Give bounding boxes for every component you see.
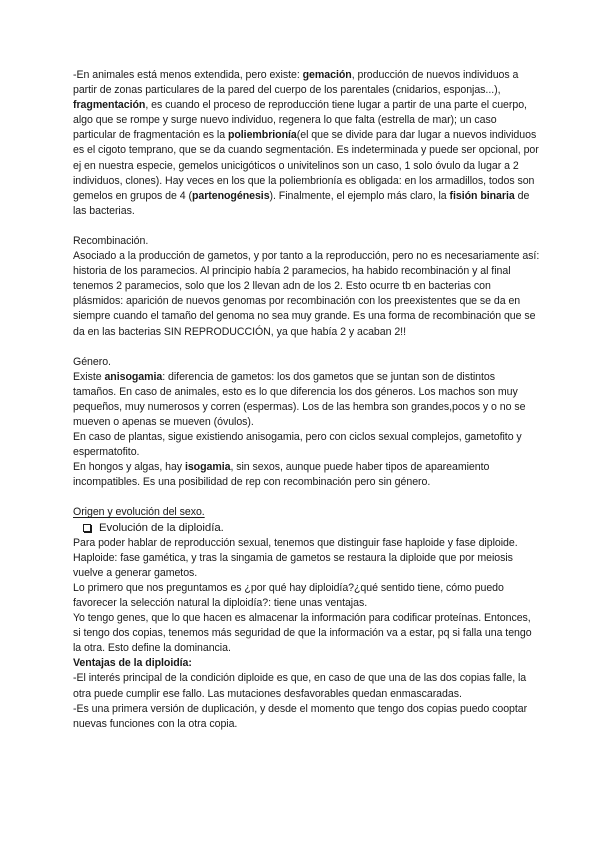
term-anisogamia: anisogamia [104,370,163,383]
text-run: En hongos y algas, hay [73,461,185,474]
paragraph-genes-dominancia: Yo tengo genes, que lo que hacen es almacenar la información para codificar proteínas. Entonces, si tengo dos copias, tenemos más seguridad de que la información va a estar, pq si falla una tengo la otra. Esto define la dominancia. [73,612,532,655]
paragraph-anisogamia [73,370,540,430]
text-run: de las bacterias. [73,189,530,217]
text-run: Existe [73,370,105,383]
bullet-label: Evolución de la diploidía. [99,521,224,534]
paragraph-reproduccion-animales [73,68,540,219]
term-fragmentacion: fragmentación [73,99,146,112]
text-run: -En animales está menos extendida, pero existe: [73,69,303,81]
term-isogamia: isogamia [184,461,231,474]
ventajas-label: Ventajas de la diploidía: [73,657,192,670]
paragraph-ventaja-1: -El interés principal de la condición diploide es que, en caso de que una de las dos copias falle, la otra puede cumplir ese fallo. Las mutaciones desfavorables quedan enmascaradas. [73,672,527,700]
text-run: , sin sexos, aunque puede haber tipos de apareamiento incompatibles. Es una posibilidad de rep con recombinación pero sin género. [73,461,490,489]
text-run: , producción de nuevos individuos a partir de zonas particulares de la pared del cuerpo de los parentales (cnidarios, esponjas...), [73,69,519,97]
heading-genero: Género. [73,355,111,368]
text-run: : diferencia de gametos: los dos gametos que se juntan son de distintos tamaños. En caso de animales, esto es lo que diferencia los dos géneros. Los machos son muy pequeños, muy numerosos y corren (espermas). Los de las hembra son grandes,pocos y o no se mueven o apenas se mueven (óvulos). [73,370,526,428]
term-poliembrionia: poliembrionía [227,129,297,142]
paragraph-ventaja-2: -Es una primera versión de duplicación, y desde el momento que tengo dos copias puedo cooptar nuevas funciones con la otra copia. [73,702,528,730]
paragraph-pregunta-diploidia: Lo primero que nos preguntamos es ¿por qué hay diploidía?¿qué sentido tiene, cómo puedo favorecer la selección natural la diploidía?: tiene unas ventajas. [73,581,504,609]
heading-recombinacion: Recombinación. [73,234,149,247]
paragraph-fases: Para poder hablar de reproducción sexual, tenemos que distinguir fase haploide y fase diploide. Haploide: fase gamética, y tras la singamia de gametos se restaura la diploide que por meiosis vuelve a generar gametos. [73,536,518,579]
checkbox-bullet-icon [83,524,91,532]
paragraph-plantas: En caso de plantas, sigue existiendo anisogamia, pero con ciclos sexual complejos, gametofito y espermatofito. [73,431,522,459]
paragraph-recombinacion: Asociado a la producción de gametos, y por tanto a la reproducción, pero no es necesariamente así: historia de los paramecios. Al principio había 2 paramecios, ha habido recombinación y al final tenemos 2 paramecios, solo que los 2 llevan adn de los 2. Esto ocurre tb en bacterias con plásmidos: aparición de nuevos genomas por recombinación con los preexistentes que se da en siempre cuando el tamaño del genoma no sea muy grande. Es una forma de recombinación que se da en las bacterias SIN REPRODUCCIÓN, ya que había 2 y acaban 2!! [73,250,540,338]
text-run: ). Finalmente, el ejemplo más claro, la [269,189,450,202]
paragraph-hongos-algas [73,460,540,490]
bullet-item [73,521,540,536]
text-run: (el que se divide para dar lugar a nuevos individuos es el cigoto temprano, que se da cuando segmentación. Es indeterminada y puede ser opcional, por ej en nuestra especie, gemelos unicigóticos o univitelinos son un caso, 1 solo óvulo da lugar a 2 individuos, clones). Hay veces en los que la poliembrionía es obligada: en los armadillos, todos son gemelos en grupos de 4 ( [73,129,539,202]
term-partenogenesis: partenogénesis [191,189,270,202]
heading-ventajas-diploidia [73,656,540,671]
term-fision-binaria: fisión binaria [449,189,515,202]
heading-origen-evolucion-sexo: Origen y evolución del sexo. [73,506,205,519]
term-gemacion: gemación [302,69,352,81]
text-run: , es cuando el proceso de reproducción tiene lugar a partir de una parte el cuerpo, algo que se rompe y surge nuevo individuo, regenera lo que falta (estrella de mar); un caso particular de fragmentación es la [73,99,527,142]
